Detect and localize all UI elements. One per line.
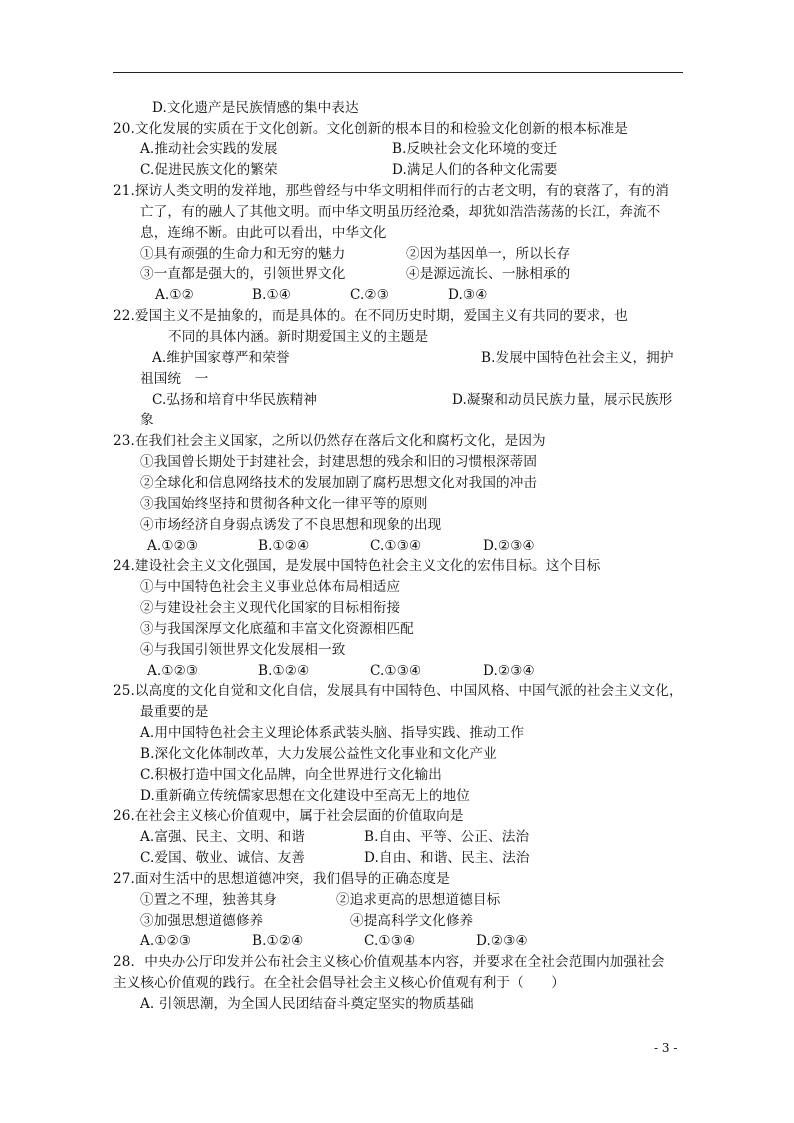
q20-option-a: A.推动社会实践的发展	[140, 141, 278, 157]
q22-option-b: B.发展中国特色社会主义，拥护	[481, 350, 674, 366]
q24-statement-3: ③与我国深厚文化底蕴和丰富文化资源相匹配	[140, 621, 414, 637]
q26-option-d: D.自由、和谐、民主、法治	[364, 850, 530, 866]
q24-option-b: B.①②④	[258, 663, 310, 679]
q23-statement-2: ②全球化和信息网络技术的发展加剧了腐朽思想文化对我国的冲击	[140, 475, 538, 491]
q22-stem-line2: 不同的具体内涵。新时期爱国主义的主题是	[168, 329, 429, 345]
q27-option-c: C.①③④	[364, 933, 416, 949]
q24-option-a: A.①②③	[147, 663, 199, 679]
q22-option-b-cont: 祖国统 一	[140, 371, 209, 387]
q22-option-d: D.凝聚和动员民族力量，展示民族形	[452, 392, 673, 408]
q25-option-d: D.重新确立传统儒家思想在文化建设中至高无上的地位	[140, 788, 470, 804]
header-rule	[113, 72, 683, 73]
q27-statement-1: ①置之不理，独善其身	[140, 892, 277, 908]
q22-option-c: C.弘扬和培育中华民族精神	[152, 392, 318, 408]
q25-stem-line1: 25.以高度的文化自觉和文化自信，发展具有中国特色、中国风格、中国气派的社会主义文化，	[113, 683, 683, 699]
q24-statement-2: ②与建设社会主义现代化国家的目标相衔接	[140, 600, 401, 616]
q25-option-a: A.用中国特色社会主义理论体系武装头脑、指导实践、推动工作	[140, 725, 525, 741]
q24-option-d: D.②③④	[483, 663, 535, 679]
q21-statement-1: ①具有顽强的生命力和无穷的魅力	[140, 246, 346, 262]
q25-option-b: B.深化文化体制改革，大力发展公益性文化事业和文化产业	[140, 746, 497, 762]
q19-option-d: D.文化遗产是民族情感的集中表达	[152, 100, 359, 116]
q27-statement-4: ④提高科学文化修养	[350, 913, 474, 929]
q21-stem-line2: 亡了，有的融人了其他文明。而中华文明虽历经沧桑，却犹如浩浩荡荡的长江，奔流不	[140, 204, 661, 220]
q21-option-c: C.②③	[350, 287, 390, 303]
q27-stem: 27.面对生活中的思想道德冲突，我们倡导的正确态度是	[113, 871, 450, 887]
q23-option-a: A.①②③	[147, 538, 199, 554]
q28-option-a: A. 引领思潮，为全国人民团结奋斗奠定坚实的物质基础	[140, 996, 474, 1012]
q21-option-d: D.③④	[448, 287, 488, 303]
q25-option-c: C.积极打造中国文化品牌，向全世界进行文化输出	[140, 767, 443, 783]
q24-option-c: C.①③④	[370, 663, 422, 679]
q21-statement-3: ③一直都是强大的，引领世界文化	[140, 266, 346, 282]
q24-stem: 24.建设社会主义文化强国，是发展中国特色社会主义文化的宏伟目标。这个目标	[113, 558, 601, 574]
q23-option-d: D.②③④	[483, 538, 535, 554]
q23-statement-3: ③我国始终坚持和贯彻各种文化一律平等的原则	[140, 496, 428, 512]
q24-statement-4: ④与我国引领世界文化发展相一致	[140, 642, 346, 658]
q21-statement-4: ④是源远流长、一脉相承的	[406, 266, 571, 282]
q22-option-d-cont: 象	[140, 412, 154, 428]
q22-stem-line1: 22.爱国主义不是抽象的，而是具体的。在不同历史时期，爱国主义有共同的要求，也	[113, 308, 628, 324]
q21-option-a: A.①②	[155, 287, 194, 303]
q26-option-a: A.富强、民主、文明、和谐	[140, 829, 305, 845]
q27-statement-3: ③加强思想道德修养	[140, 913, 264, 929]
q23-option-c: C.①③④	[370, 538, 422, 554]
q22-option-a: A.维护国家尊严和荣誉	[152, 350, 290, 366]
q23-statement-1: ①我国曾长期处于封建社会，封建思想的残余和旧的习惯根深蒂固	[140, 454, 538, 470]
q20-option-d: D.满足人们的各种文化需要	[392, 162, 558, 178]
q21-stem-line3: 息，连绵不断。由此可以看出，中华文化	[140, 225, 387, 241]
q20-option-b: B.反映社会文化环境的变迁	[392, 141, 558, 157]
q25-stem-line2: 最重要的是	[140, 704, 209, 720]
q27-statement-2: ②追求更高的思想道德目标	[336, 892, 501, 908]
q26-stem: 26.在社会主义核心价值观中，属于社会层面的价值取向是	[113, 808, 464, 824]
q23-statement-4: ④市场经济自身弱点诱发了不良思想和现象的出现	[140, 517, 442, 533]
q26-option-c: C.爱国、敬业、诚信、友善	[140, 850, 306, 866]
page-number: - 3 -	[654, 1041, 678, 1055]
q27-option-a: A.①②③	[140, 933, 192, 949]
q27-option-d: D.②③④	[476, 933, 528, 949]
q28-stem-line2: 主义核心价值观的践行。在全社会倡导社会主义核心价值观有利于（ ）	[113, 975, 565, 991]
q20-option-c: C.促进民族文化的繁荣	[140, 162, 278, 178]
q21-statement-2: ②因为基因单一，所以长存	[406, 246, 571, 262]
q20-stem: 20.文化发展的实质在于文化创新。文化创新的根本目的和检验文化创新的根本标准是	[113, 121, 628, 137]
q26-option-b: B.自由、平等、公正、法治	[364, 829, 530, 845]
q21-stem-line1: 21.探访人类文明的发祥地，那些曾经与中华文明相伴而行的古老文明，有的衰落了，有的消	[113, 183, 669, 199]
q23-stem: 23.在我们社会主义国家，之所以仍然存在落后文化和腐朽文化，是因为	[113, 433, 546, 449]
q24-statement-1: ①与中国特色社会主义事业总体布局相适应	[140, 579, 401, 595]
q23-option-b: B.①②④	[258, 538, 310, 554]
q27-option-b: B.①②④	[252, 933, 304, 949]
q21-option-b: B.①④	[252, 287, 292, 303]
q28-stem-line1: 28．中央办公厅印发并公布社会主义核心价值观基本内容，并要求在全社会范围内加强社会	[113, 954, 665, 970]
